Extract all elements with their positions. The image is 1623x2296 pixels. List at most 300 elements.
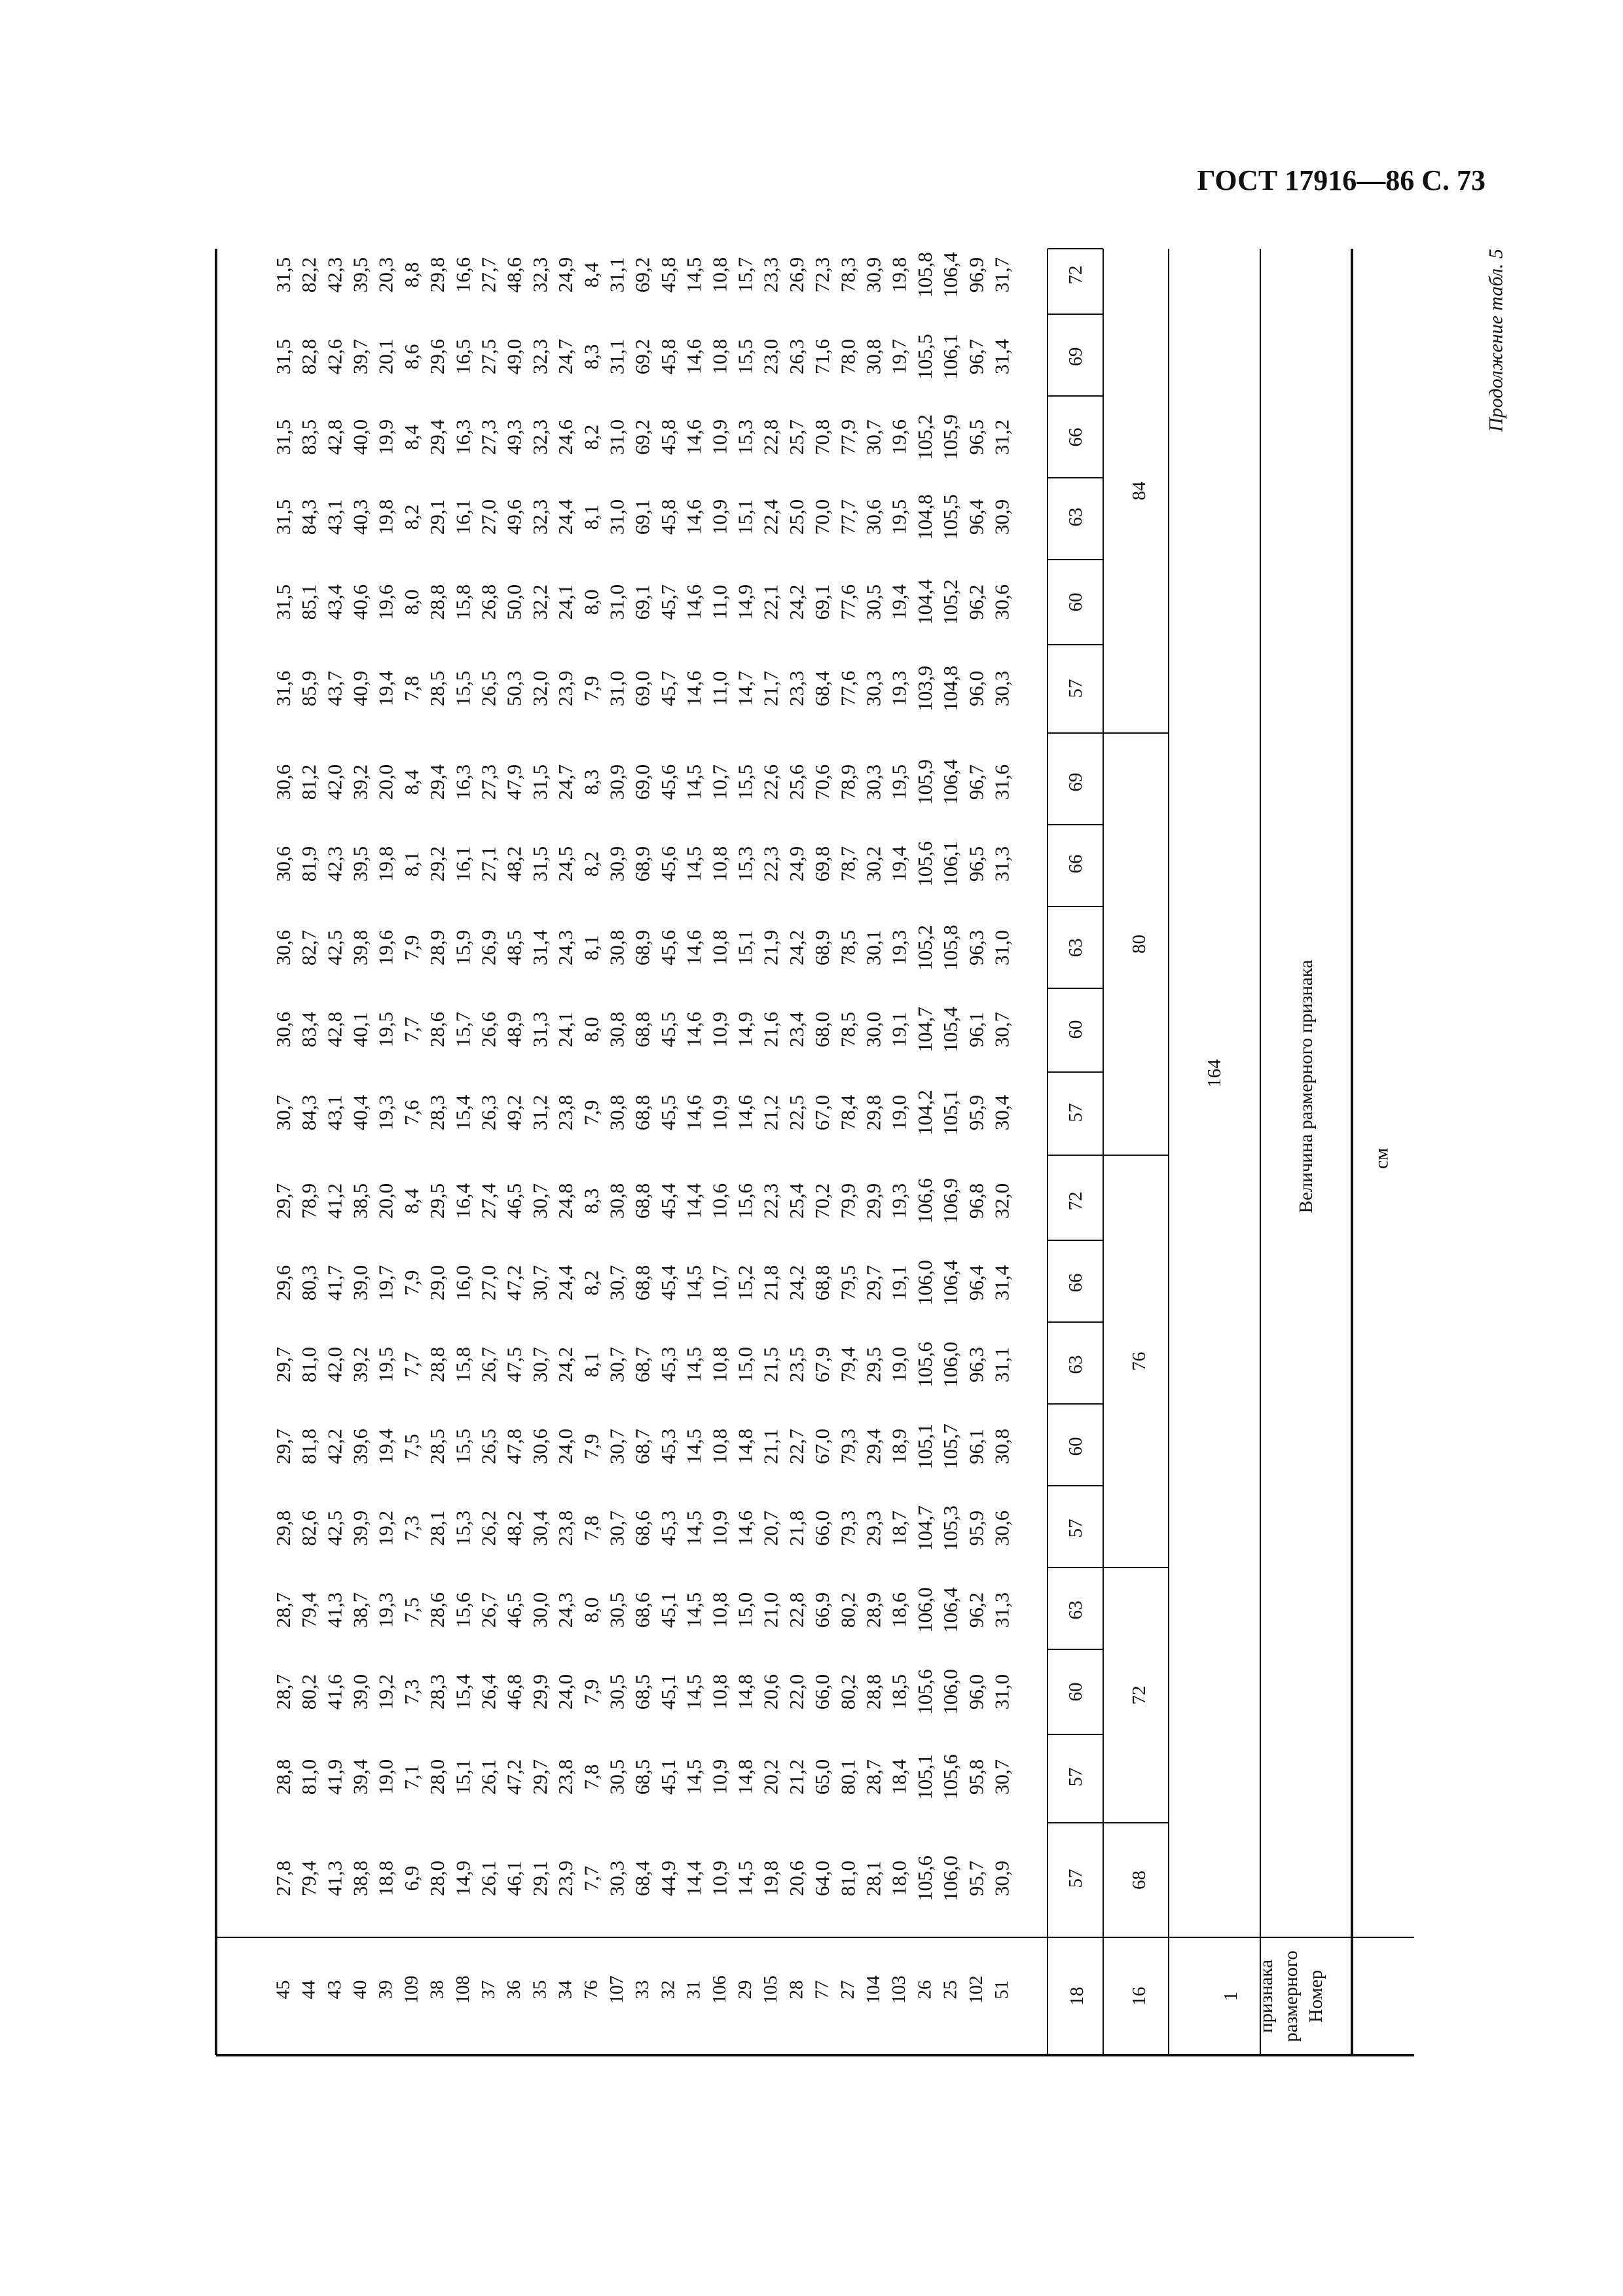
table-cell: 30,9 <box>862 257 885 293</box>
table-cell: 82,7 <box>297 929 321 966</box>
table-cell: 40,3 <box>348 499 372 535</box>
table-cell: 16,5 <box>451 338 475 375</box>
table-cell: 29,7 <box>271 1428 295 1465</box>
table-cell: 64,0 <box>811 1860 834 1897</box>
table-cell: 18,8 <box>374 1860 397 1897</box>
row-code: 33 <box>632 1980 653 2000</box>
table-cell: 80,2 <box>297 1674 321 1710</box>
table-cell: 14,5 <box>682 1346 706 1383</box>
table-cell: 106,0 <box>939 1669 962 1715</box>
table-cell: 19,6 <box>374 929 397 966</box>
table-cell: 45,5 <box>656 1011 680 1048</box>
table-cell: 14,4 <box>682 1860 706 1897</box>
table-cell: 24,5 <box>554 846 577 882</box>
table-cell: 79,3 <box>836 1428 860 1465</box>
col-header: 66 <box>1065 1273 1086 1293</box>
table-cell: 105,9 <box>939 414 962 460</box>
table-cell: 14,7 <box>733 670 757 707</box>
table-cell: 67,0 <box>811 1428 834 1465</box>
table-cell: 105,7 <box>939 1424 962 1469</box>
table-cell: 39,2 <box>348 1346 372 1383</box>
table-cell: 82,6 <box>297 1510 321 1547</box>
table-cell: 105,5 <box>913 334 936 380</box>
table-cell: 69,0 <box>630 670 654 707</box>
table-cell: 8,0 <box>579 1016 603 1043</box>
row-code: 103 <box>888 1975 910 2004</box>
table-cell: 45,7 <box>656 584 680 620</box>
table-cell: 26,9 <box>784 257 808 293</box>
table-cell: 24,1 <box>554 584 577 620</box>
table-cell: 69,1 <box>630 584 654 620</box>
table-cell: 78,4 <box>836 1094 860 1131</box>
table-cell: 46,5 <box>502 1592 526 1628</box>
table-cell: 7,9 <box>399 1270 423 1296</box>
table-cell: 66,9 <box>811 1592 834 1628</box>
table-cell: 46,8 <box>502 1674 526 1710</box>
row-code: 102 <box>965 1975 987 2004</box>
table-cell: 47,2 <box>502 1759 526 1795</box>
table-cell: 42,8 <box>323 419 346 456</box>
table-cell: 19,8 <box>374 846 397 882</box>
table-cell: 14,6 <box>682 499 706 535</box>
table-cell: 84,3 <box>297 1094 321 1131</box>
table-cell: 77,9 <box>836 419 860 456</box>
col-header: 63 <box>1065 1355 1086 1374</box>
table-cell: 68,8 <box>630 1094 654 1131</box>
table-cell: 14,6 <box>733 1510 757 1547</box>
table-cell: 14,5 <box>682 1759 706 1795</box>
table-cell: 14,6 <box>682 338 706 375</box>
row-code: 32 <box>657 1980 679 2000</box>
table-cell: 39,4 <box>348 1759 372 1795</box>
table-cell: 105,2 <box>913 925 936 971</box>
table-cell: 15,7 <box>451 1011 475 1048</box>
table-cell: 43,7 <box>323 670 346 707</box>
table-cell: 28,3 <box>426 1094 449 1131</box>
table-cell: 68,4 <box>811 670 834 707</box>
table-cell: 20,2 <box>759 1759 782 1795</box>
row-code: 40 <box>350 1980 371 2000</box>
table-cell: 27,7 <box>477 257 500 293</box>
table-cell: 15,5 <box>733 338 757 375</box>
row-code: 34 <box>555 1980 576 2000</box>
row-code: 51 <box>991 1980 1012 2000</box>
table-cell: 48,9 <box>502 1011 526 1048</box>
table-cell: 96,4 <box>964 499 988 535</box>
table-cell: 96,5 <box>964 419 988 456</box>
table-cell: 96,3 <box>964 929 988 966</box>
table-cell: 30,8 <box>990 1428 1013 1465</box>
table-cell: 8,2 <box>399 504 423 530</box>
table-cell: 30,7 <box>528 1346 551 1383</box>
table-cell: 40,1 <box>348 1011 372 1048</box>
table-cell: 106,4 <box>939 1587 962 1633</box>
table-cell: 68,8 <box>811 1265 834 1301</box>
table-cell: 31,5 <box>271 257 295 293</box>
table-cell: 7,6 <box>399 1100 423 1126</box>
table-cell: 14,6 <box>682 419 706 456</box>
table-cell: 23,8 <box>554 1510 577 1547</box>
row-code: 26 <box>914 1980 936 2000</box>
table-cell: 25,4 <box>784 1183 808 1219</box>
table-cell: 68,8 <box>630 1265 654 1301</box>
table-cell: 10,8 <box>708 846 731 882</box>
table-cell: 31,5 <box>271 499 295 535</box>
table-cell: 27,0 <box>477 1265 500 1301</box>
table-cell: 19,5 <box>374 1346 397 1383</box>
stub-header-line: Номер <box>1305 1969 1326 2023</box>
table-cell: 15,0 <box>733 1346 757 1383</box>
table-cell: 39,5 <box>348 257 372 293</box>
table-cell: 29,3 <box>862 1510 885 1547</box>
table-cell: 19,3 <box>887 1183 911 1219</box>
table-cell: 28,9 <box>862 1592 885 1628</box>
table-cell: 30,8 <box>605 1183 629 1219</box>
table-cell: 20,0 <box>374 764 397 800</box>
table-cell: 32,3 <box>528 338 551 375</box>
table-cell: 95,9 <box>964 1094 988 1131</box>
table-cell: 82,2 <box>297 257 321 293</box>
table-cell: 68,8 <box>630 1011 654 1048</box>
table-cell: 47,8 <box>502 1428 526 1465</box>
table-cell: 10,6 <box>708 1183 731 1219</box>
table-cell: 29,1 <box>426 499 449 535</box>
table-cell: 30,9 <box>990 1860 1013 1897</box>
table-cell: 31,5 <box>528 764 551 800</box>
table-cell: 30,7 <box>990 1011 1013 1048</box>
col-header: 60 <box>1065 592 1086 612</box>
table-cell: 27,3 <box>477 419 500 456</box>
table-cell: 10,8 <box>708 1428 731 1465</box>
table-cell: 7,3 <box>399 1679 423 1705</box>
table-cell: 45,8 <box>656 257 680 293</box>
table-cell: 21,8 <box>759 1265 782 1301</box>
table-cell: 14,6 <box>682 584 706 620</box>
table-cell: 24,2 <box>784 584 808 620</box>
table-cell: 15,3 <box>733 419 757 456</box>
table-cell: 19,8 <box>374 499 397 535</box>
table-cell: 48,2 <box>502 846 526 882</box>
table-cell: 77,6 <box>836 670 860 707</box>
table-cell: 19,4 <box>374 1428 397 1465</box>
table-cell: 104,2 <box>913 1090 936 1136</box>
table-cell: 30,3 <box>862 670 885 707</box>
table-cell: 79,5 <box>836 1265 860 1301</box>
table-cell: 30,9 <box>990 499 1013 535</box>
table-cell: 79,4 <box>836 1346 860 1383</box>
table-cell: 15,1 <box>733 929 757 966</box>
table-cell: 42,5 <box>323 929 346 966</box>
table-cell: 15,6 <box>733 1183 757 1219</box>
table-cell: 105,3 <box>939 1505 962 1551</box>
table-cell: 39,0 <box>348 1265 372 1301</box>
table-cell: 7,5 <box>399 1597 423 1623</box>
table-cell: 19,2 <box>374 1510 397 1547</box>
table-cell: 95,9 <box>964 1510 988 1547</box>
table-cell: 30,5 <box>605 1759 629 1795</box>
table-cell: 29,4 <box>426 764 449 800</box>
table-cell: 104,8 <box>939 666 962 711</box>
table-cell: 20,1 <box>374 338 397 375</box>
table-cell: 41,2 <box>323 1183 346 1219</box>
stub-header-line: признака <box>1256 1960 1277 2033</box>
table-cell: 38,5 <box>348 1183 372 1219</box>
table-cell: 29,5 <box>862 1346 885 1383</box>
table-cell: 30,6 <box>271 929 295 966</box>
table-cell: 39,5 <box>348 846 372 882</box>
table-cell: 10,9 <box>708 1860 731 1897</box>
table-cell: 45,8 <box>656 499 680 535</box>
table-cell: 14,9 <box>733 584 757 620</box>
row-code: 27 <box>837 1980 858 2000</box>
table-cell: 8,0 <box>579 589 603 615</box>
table-cell: 10,8 <box>708 338 731 375</box>
table-cell: 26,8 <box>477 584 500 620</box>
table-cell: 18,7 <box>887 1510 911 1547</box>
table-cell: 105,4 <box>939 1007 962 1052</box>
table-cell: 14,5 <box>682 1428 706 1465</box>
table-cell: 30,2 <box>862 846 885 882</box>
table-cell: 42,8 <box>323 1011 346 1048</box>
table-cell: 31,6 <box>990 764 1013 800</box>
col-header: 72 <box>1065 265 1086 285</box>
table-cell: 106,0 <box>913 1260 936 1306</box>
table-cell: 45,3 <box>656 1346 680 1383</box>
table-cell: 18,6 <box>887 1592 911 1628</box>
table-cell: 68,9 <box>811 929 834 966</box>
table-cell: 105,2 <box>913 414 936 460</box>
table-cell: 30,7 <box>605 1428 629 1465</box>
table-cell: 22,4 <box>759 499 782 535</box>
table-cell: 32,3 <box>528 257 551 293</box>
table-cell: 10,7 <box>708 764 731 800</box>
table-cell: 14,5 <box>682 257 706 293</box>
table-cell: 47,9 <box>502 764 526 800</box>
row-code: 77 <box>811 1980 833 2000</box>
table-cell: 78,9 <box>836 764 860 800</box>
col-header: 60 <box>1065 1437 1086 1456</box>
table-cell: 21,7 <box>759 670 782 707</box>
table-cell: 30,3 <box>990 670 1013 707</box>
table-cell: 22,3 <box>759 1183 782 1219</box>
table-cell: 106,0 <box>939 1856 962 1901</box>
col-header: 57 <box>1065 1767 1086 1787</box>
table-cell: 96,2 <box>964 1592 988 1628</box>
table-cell: 42,5 <box>323 1510 346 1547</box>
table-cell: 23,3 <box>759 257 782 293</box>
table-cell: 42,3 <box>323 257 346 293</box>
col-header: 63 <box>1065 507 1086 527</box>
table-cell: 30,7 <box>605 1265 629 1301</box>
table-cell: 70,0 <box>811 499 834 535</box>
table-cell: 26,7 <box>477 1346 500 1383</box>
row-code: 106 <box>708 1975 730 2004</box>
table-cell: 24,2 <box>554 1346 577 1383</box>
table-cell: 28,6 <box>426 1592 449 1628</box>
table-cell: 21,0 <box>759 1592 782 1628</box>
table-cell: 29,9 <box>862 1183 885 1219</box>
table-cell: 45,3 <box>656 1428 680 1465</box>
table-cell: 43,1 <box>323 499 346 535</box>
table-cell: 40,0 <box>348 419 372 456</box>
table-cell: 7,9 <box>579 1679 603 1705</box>
table-cell: 49,2 <box>502 1094 526 1131</box>
table-cell: 19,3 <box>887 929 911 966</box>
table-cell: 41,3 <box>323 1860 346 1897</box>
table-cell: 8,4 <box>579 262 603 288</box>
table-cell: 26,2 <box>477 1510 500 1547</box>
table-cell: 104,4 <box>913 579 936 625</box>
table-cell: 77,7 <box>836 499 860 535</box>
table-cell: 30,9 <box>605 764 629 800</box>
stub-code: 16 <box>1129 1986 1150 2006</box>
table-cell: 31,5 <box>271 584 295 620</box>
table-cell: 24,3 <box>554 929 577 966</box>
table-cell: 19,5 <box>374 1011 397 1048</box>
table-cell: 7,7 <box>399 1016 423 1043</box>
table-cell: 14,5 <box>682 1510 706 1547</box>
table-cell: 28,9 <box>426 929 449 966</box>
table-cell: 7,7 <box>399 1352 423 1378</box>
table-cell: 21,2 <box>784 1759 808 1795</box>
table-cell: 105,9 <box>913 759 936 805</box>
table-cell: 29,1 <box>528 1860 551 1897</box>
table-cell: 15,9 <box>451 929 475 966</box>
table-cell: 41,9 <box>323 1759 346 1795</box>
stub-code: 18 <box>1067 1986 1087 2006</box>
col-header: 60 <box>1065 1020 1086 1039</box>
table-cell: 8,3 <box>579 769 603 795</box>
table-cell: 14,5 <box>682 1265 706 1301</box>
table-cell: 19,8 <box>887 257 911 293</box>
table-cell: 10,8 <box>708 1346 731 1383</box>
table-cell: 19,3 <box>887 670 911 707</box>
table-cell: 31,5 <box>271 419 295 456</box>
table-cell: 23,0 <box>759 338 782 375</box>
table-cell: 15,3 <box>733 846 757 882</box>
table-cell: 27,5 <box>477 338 500 375</box>
table-cell: 45,6 <box>656 764 680 800</box>
table-cell: 19,6 <box>887 419 911 456</box>
col-header: 66 <box>1065 854 1086 874</box>
table-cell: 14,6 <box>682 929 706 966</box>
table-cell: 80,3 <box>297 1265 321 1301</box>
table-cell: 68,5 <box>630 1674 654 1710</box>
table-cell: 68,0 <box>811 1011 834 1048</box>
table-cell: 50,3 <box>502 670 526 707</box>
table-cell: 19,7 <box>887 338 911 375</box>
table-cell: 7,8 <box>399 675 423 702</box>
table-cell: 31,2 <box>528 1094 551 1131</box>
table-cell: 45,1 <box>656 1674 680 1710</box>
table-cell: 19,5 <box>887 499 911 535</box>
group-1-value: 164 <box>1204 1059 1225 1088</box>
table-cell: 8,6 <box>399 344 423 370</box>
table-cell: 24,7 <box>554 338 577 375</box>
table-cell: 38,8 <box>348 1860 372 1897</box>
table-cell: 19,9 <box>374 419 397 456</box>
table-cell: 8,1 <box>399 851 423 877</box>
table-cell: 19,5 <box>887 764 911 800</box>
table-cell: 77,6 <box>836 584 860 620</box>
table-cell: 45,4 <box>656 1265 680 1301</box>
table-cell: 80,1 <box>836 1759 860 1795</box>
table-cell: 96,8 <box>964 1183 988 1219</box>
table-cell: 28,1 <box>862 1860 885 1897</box>
table-cell: 14,4 <box>682 1183 706 1219</box>
table-cell: 29,6 <box>271 1265 295 1301</box>
table-cell: 15,3 <box>451 1510 475 1547</box>
row-code: 28 <box>786 1980 807 2000</box>
table-cell: 68,7 <box>630 1428 654 1465</box>
row-code: 45 <box>272 1980 294 2000</box>
table-cell: 49,3 <box>502 419 526 456</box>
table-cell: 30,9 <box>605 846 629 882</box>
table-cell: 29,7 <box>271 1183 295 1219</box>
table-cell: 14,5 <box>682 1674 706 1710</box>
table-cell: 7,9 <box>399 935 423 961</box>
row-code: 36 <box>503 1980 525 2000</box>
table-cell: 69,2 <box>630 419 654 456</box>
table-cell: 68,7 <box>630 1346 654 1383</box>
span-header: Величина размерного признака <box>1296 960 1317 1213</box>
group-16-value: 72 <box>1129 1685 1150 1705</box>
table-cell: 26,9 <box>477 929 500 966</box>
table-cell: 24,4 <box>554 499 577 535</box>
table-cell: 25,6 <box>784 764 808 800</box>
table-cell: 31,0 <box>605 584 629 620</box>
table-cell: 24,9 <box>784 846 808 882</box>
table-cell: 22,8 <box>784 1592 808 1628</box>
table-cell: 69,2 <box>630 257 654 293</box>
table-cell: 24,2 <box>784 1265 808 1301</box>
col-header: 60 <box>1065 1682 1086 1702</box>
table-cell: 45,8 <box>656 338 680 375</box>
table-cell: 19,0 <box>374 1759 397 1795</box>
table-cell: 26,3 <box>477 1094 500 1131</box>
table-cell: 10,9 <box>708 1011 731 1048</box>
table-cell: 23,3 <box>784 670 808 707</box>
table-cell: 30,6 <box>990 1510 1013 1547</box>
table-cell: 40,6 <box>348 584 372 620</box>
table-cell: 23,9 <box>554 1860 577 1897</box>
table-cell: 19,0 <box>887 1094 911 1131</box>
table-cell: 79,9 <box>836 1183 860 1219</box>
table-cell: 26,1 <box>477 1759 500 1795</box>
table-cell: 80,2 <box>836 1674 860 1710</box>
table-cell: 45,7 <box>656 670 680 707</box>
table-cell: 28,7 <box>271 1592 295 1628</box>
table-cell: 19,7 <box>374 1265 397 1301</box>
table-cell: 18,4 <box>887 1759 911 1795</box>
table-cell: 96,7 <box>964 764 988 800</box>
unit-label: см <box>1370 1147 1393 1170</box>
table-cell: 70,2 <box>811 1183 834 1219</box>
table-cell: 22,3 <box>759 846 782 882</box>
table-cell: 14,9 <box>451 1860 475 1897</box>
table-cell: 32,3 <box>528 499 551 535</box>
table-cell: 19,1 <box>887 1011 911 1048</box>
table-cell: 46,1 <box>502 1860 526 1897</box>
table-cell: 66,0 <box>811 1674 834 1710</box>
table-cell: 19,2 <box>374 1674 397 1710</box>
table-cell: 31,5 <box>271 338 295 375</box>
table-cell: 31,4 <box>528 929 551 966</box>
table-cell: 15,8 <box>451 584 475 620</box>
table-cell: 78,3 <box>836 257 860 293</box>
table-cell: 106,1 <box>939 334 962 380</box>
table-cell: 45,8 <box>656 419 680 456</box>
